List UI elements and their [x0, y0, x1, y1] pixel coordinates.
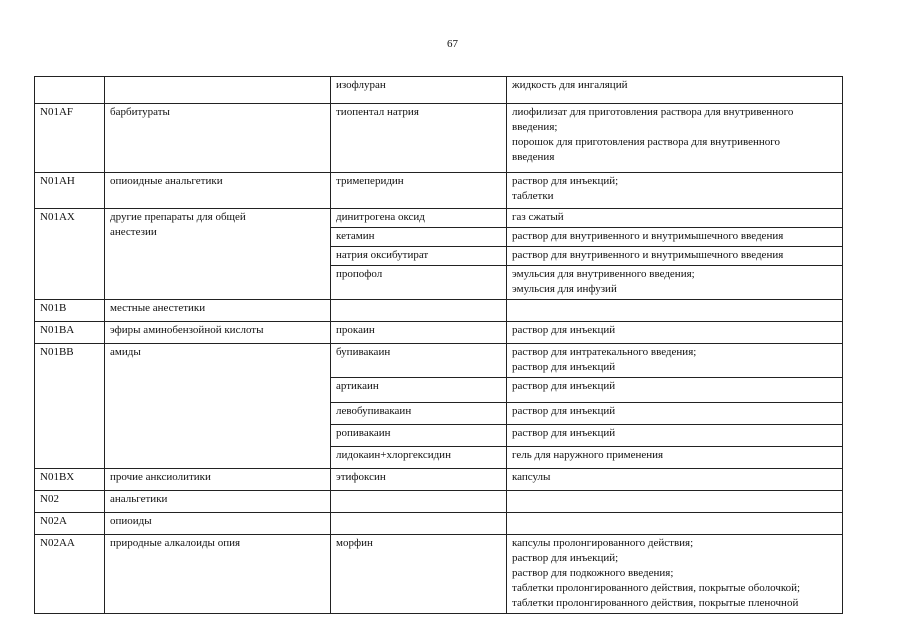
form-line: газ сжатый — [512, 211, 564, 223]
drug-cell: морфин — [331, 535, 507, 614]
atc-code-cell: N01BB — [35, 344, 105, 469]
drug-table — [34, 76, 843, 614]
atc-code-cell: N01AH — [35, 173, 105, 209]
forms-cell — [507, 228, 843, 247]
form-line: раствор для подкожного введения; — [512, 567, 674, 579]
form-line: введения — [512, 151, 555, 163]
form-line: раствор для инъекций — [512, 405, 616, 417]
form-line: раствор для инъекций — [512, 380, 616, 392]
table-row — [35, 535, 843, 614]
form-line: таблетки — [512, 190, 554, 202]
table-row — [35, 513, 843, 535]
drug-cell: натрия оксибутират — [331, 247, 507, 266]
form-line: капсулы пролонгированного действия; — [512, 537, 694, 549]
table-row — [35, 173, 843, 209]
forms-cell — [507, 447, 843, 469]
drug-cell: бупивакаин — [331, 344, 507, 378]
form-line: раствор для внутривенного и внутримышечного введения — [512, 249, 784, 261]
table-row — [35, 491, 843, 513]
forms-cell — [507, 513, 843, 535]
form-line: порошок для приготовления раствора для внутривенного — [512, 136, 781, 148]
atc-code-cell: N02 — [35, 491, 105, 513]
form-line: раствор для инъекций — [512, 324, 616, 336]
forms-cell — [507, 378, 843, 403]
group-cell: барбитураты — [105, 104, 331, 173]
group-line: анестезии — [110, 226, 157, 238]
atc-code-cell: N01AF — [35, 104, 105, 173]
group-cell: опиоиды — [105, 513, 331, 535]
table-row — [35, 344, 843, 378]
table-row — [35, 322, 843, 344]
forms-cell — [507, 403, 843, 425]
drug-cell: пропофол — [331, 266, 507, 300]
group-line: другие препараты для общей — [110, 211, 246, 223]
drug-cell — [331, 491, 507, 513]
atc-code-cell: N01B — [35, 300, 105, 322]
atc-code-cell: N01AX — [35, 209, 105, 300]
page-number: 67 — [447, 38, 458, 50]
drug-cell: динитрогена оксид — [331, 209, 507, 228]
table-row — [35, 300, 843, 322]
form-line: таблетки пролонгированного действия, покрытые оболочкой; — [512, 582, 801, 594]
form-line: гель для наружного применения — [512, 449, 664, 461]
form-line: капсулы — [512, 471, 551, 483]
group-cell — [105, 77, 331, 104]
group-cell: прочие анксиолитики — [105, 469, 331, 491]
forms-cell — [507, 173, 843, 209]
table-row — [35, 209, 843, 228]
group-cell — [105, 209, 331, 300]
group-cell: анальгетики — [105, 491, 331, 513]
drug-cell: этифоксин — [331, 469, 507, 491]
form-line: раствор для инъекций; — [512, 552, 619, 564]
forms-cell — [507, 344, 843, 378]
forms-cell — [507, 104, 843, 173]
forms-cell — [507, 209, 843, 228]
form-line: лиофилизат для приготовления раствора для внутривенного — [512, 106, 794, 118]
drug-cell: лидокаин+хлоргексидин — [331, 447, 507, 469]
group-cell: местные анестетики — [105, 300, 331, 322]
group-cell: амиды — [105, 344, 331, 469]
forms-cell — [507, 535, 843, 614]
forms-cell — [507, 425, 843, 447]
group-cell: опиоидные анальгетики — [105, 173, 331, 209]
table-row — [35, 469, 843, 491]
atc-code-cell — [35, 77, 105, 104]
drug-cell — [331, 300, 507, 322]
forms-cell — [507, 491, 843, 513]
forms-cell — [507, 322, 843, 344]
form-line: раствор для интратекального введения; — [512, 346, 697, 358]
drug-cell: ропивакаин — [331, 425, 507, 447]
drug-cell: прокаин — [331, 322, 507, 344]
drug-cell: тиопентал натрия — [331, 104, 507, 173]
forms-cell — [507, 300, 843, 322]
form-line: эмульсия для внутривенного введения; — [512, 268, 695, 280]
forms-cell — [507, 266, 843, 300]
drug-cell: кетамин — [331, 228, 507, 247]
form-line: раствор для инъекций — [512, 427, 616, 439]
drug-cell — [331, 513, 507, 535]
form-line: эмульсия для инфузий — [512, 283, 617, 295]
drug-cell: артикаин — [331, 378, 507, 403]
atc-code-cell: N01BA — [35, 322, 105, 344]
table-row — [35, 77, 843, 104]
group-cell: природные алкалоиды опия — [105, 535, 331, 614]
form-line: введения; — [512, 121, 558, 133]
form-line: раствор для инъекций — [512, 361, 616, 373]
forms-cell — [507, 77, 843, 104]
form-line: раствор для внутривенного и внутримышечного введения — [512, 230, 784, 242]
forms-cell — [507, 247, 843, 266]
table-row — [35, 104, 843, 173]
drug-cell: левобупивакаин — [331, 403, 507, 425]
forms-cell — [507, 469, 843, 491]
atc-code-cell: N01BX — [35, 469, 105, 491]
drug-cell: изофлуран — [331, 77, 507, 104]
form-line: жидкость для ингаляций — [512, 79, 628, 91]
form-line: таблетки пролонгированного действия, покрытые пленочной — [512, 597, 799, 609]
atc-code-cell: N02AA — [35, 535, 105, 614]
atc-code-cell: N02A — [35, 513, 105, 535]
drug-cell: тримеперидин — [331, 173, 507, 209]
group-cell: эфиры аминобензойной кислоты — [105, 322, 331, 344]
form-line: раствор для инъекций; — [512, 175, 619, 187]
